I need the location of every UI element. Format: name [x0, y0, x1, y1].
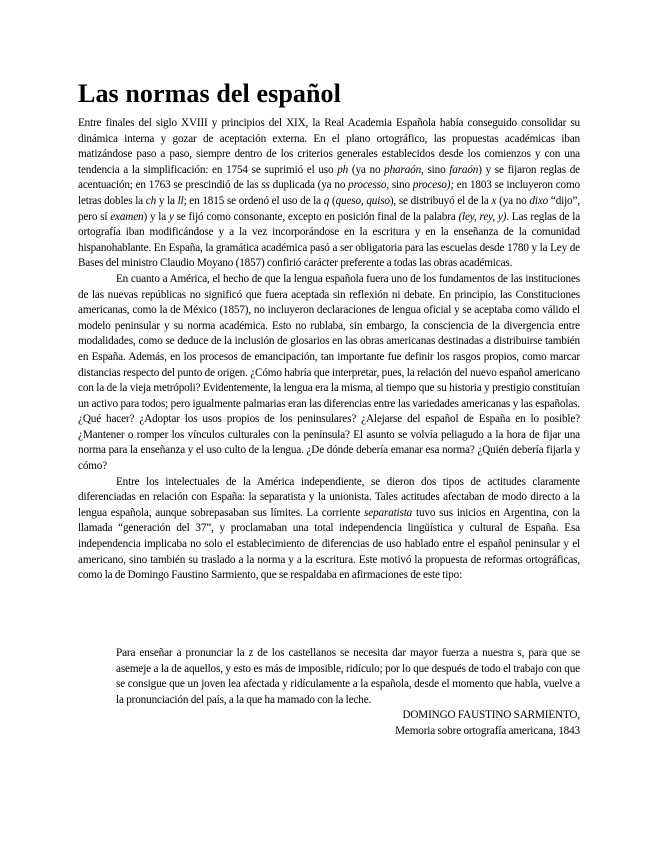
- quote-source: Memoria sobre ortografía americana, 1843: [395, 724, 580, 737]
- block-quote: [116, 646, 580, 740]
- paragraph-3: Entre los intelectuales de la América independiente, se dieron dos tipos de actitudes claramente diferenciadas en relación con España: la separatista y la unionista. Tales actitudes afectaban de modo directo a la lengua española, aunque sobrepasaban sus límites. La corriente separatista tuvo sus inicios en Argentina, con la llamada “generación del 37”, y proclamaban una total independencia lingüística y cultural de España. Esa independencia implicaba no solo el establecimiento de diferencias de uso hablado entre el español peninsular y el americano, sino también su traslado a la norma y a la escritura. Este motivó la propuesta de reformas ortográficas, como la de Domingo Faustino Sarmiento, que se respaldaba en afirmaciones de este tipo:: [78, 475, 580, 582]
- paragraph-2: En cuanto a América, el hecho de que la lengua española fuera uno de los fundamentos de las instituciones de las nuevas repúblicas no significó que fuera aceptada sin reflexión ni debate. En principio, las Constituciones americanas, como la de México (1857), no incluyeron declaraciones de lengua oficial y se aceptaba como válido el modelo peninsular y su norma académica. Esto no rublaba, sin embargo, la consciencia de la divergencia entre modalidades, como se deduce de la inclusión de glosarios en las obras americanas destinadas a distribuirse también en España. Además, en los procesos de emancipación, tan importante fue definir los rasgos propios, como marcar distancias respecto del punto de origen. ¿Cómo habría que interpretar, pues, la relación del nuevo español americano con la de la vieja metrópoli? Evidentemente, la lengua era la misma, al tiempo que su historia y prestigio constituían un activo para todos; pero igualmente palmarias eran las diferencias entre las variedades americanas y las españolas. ¿Qué hacer? ¿Adoptar los usos propios de los peninsulares? ¿Alejarse del español de España en lo posible? ¿Mantener o romper los vínculos culturales con la península? El asunto se volvía peliagudo a la hora de fijar una norma para la enseñanza y el uso culto de la lengua. ¿De dónde debería emanar esa norma? ¿Quién debería fijarla y cómo?: [78, 272, 580, 473]
- quote-text: Para enseñar a pronunciar la z de los castellanos se necesita dar mayor fuerza a nuestra s, para que se asemeje a la de aquellos, y esto es más de imposible, ridículo; por lo que después de todo el trabajo con que se consigue que un joven lea afectada y ridículamente a la española, desde el momento que habla, vuelve a la pronunciación del país, a la que ha mamado con la leche.: [116, 647, 580, 706]
- body-text: [78, 116, 580, 584]
- page-title: Las normas del español: [78, 79, 341, 108]
- paragraph-1: Entre finales del siglo XVIII y principios del XIX, la Real Academia Española había conseguido consolidar su dinámica interna y gozar de aceptación externa. En el plano ortográfico, las propuestas académicas iban matizándose paso a paso, siempre dentro de los criterios generales establecidos desde los comienzos y con una tendencia a la simplificación: en 1754 se suprimió el uso ph (ya no pharaón, sino faraón) y se fijaron reglas de acentuación; en 1763 se prescindió de las ss duplicada (ya no processo, sino proceso); en 1803 se incluyeron como letras dobles la ch y la ll; en 1815 se ordenó el uso de la q (queso, quiso), se distribuyó el de la x (ya no dixo “dijo”, pero sí examen) y la y se fijó como consonante, excepto en posición final de la palabra (ley, rey, y). Las reglas de la ortografía iban modificándose y a la vez incorporándose en la escritura y en la enseñanza de la comunidad hispanohablante. En España, la gramática académica pasó a ser obligatoria para las escuelas desde 1780 y la Ley de Bases del ministro Claudio Moyano (1857) confirió carácter preferente a todas las obras académicas.: [78, 117, 581, 270]
- quote-author: DOMINGO FAUSTINO SARMIENTO,: [402, 709, 580, 722]
